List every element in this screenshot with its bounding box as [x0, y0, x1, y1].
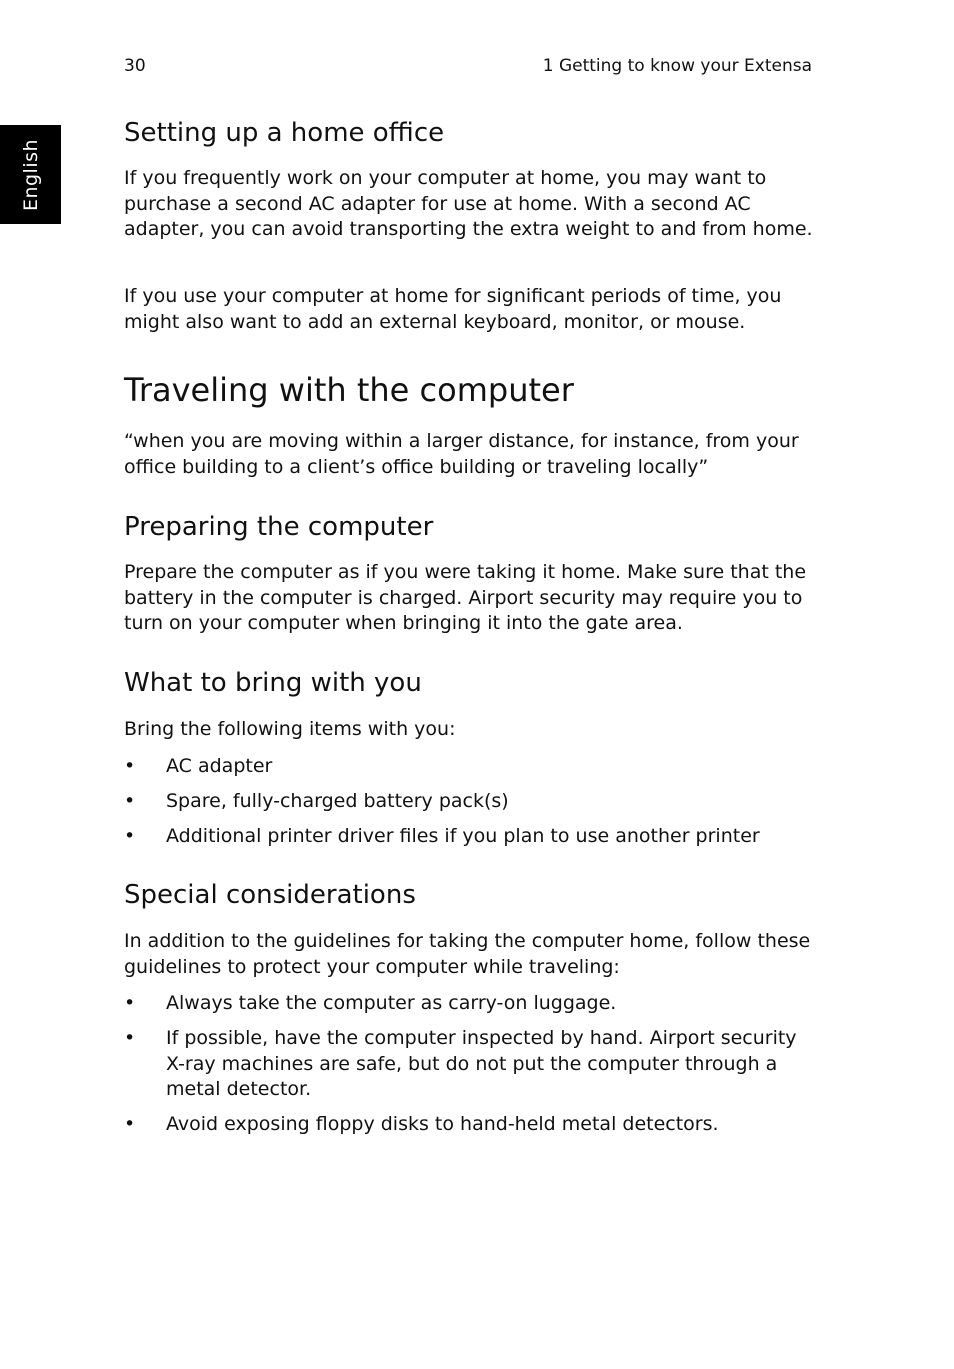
home-office-paragraph-2: If you use your computer at home for significant periods of time, you might also want to add an external keyboard, monitor, or mouse. [124, 285, 782, 333]
list-item-text: Always take the computer as carry-on luggage. [166, 992, 617, 1014]
list-item [124, 789, 814, 815]
list-item [124, 1112, 814, 1138]
special-intro: In addition to the guidelines for taking the computer home, follow these guidelines to protect your computer while traveling: [124, 930, 811, 978]
special-list [124, 991, 814, 1138]
list-item [124, 824, 814, 850]
list-item-text: If possible, have the computer inspected by hand. Airport security X-ray machines are safe, but do not put the computer through a metal detector. [166, 1027, 797, 1100]
bullet-icon: • [124, 1113, 136, 1135]
heading-traveling: Traveling with the computer [124, 371, 574, 409]
bullet-icon: • [124, 755, 136, 777]
language-side-tab [0, 125, 61, 224]
heading-what-to-bring: What to bring with you [124, 668, 422, 698]
running-head: 1 Getting to know your Extensa [542, 56, 812, 76]
bullet-icon: • [124, 790, 136, 812]
bullet-icon: • [124, 825, 136, 847]
heading-preparing: Preparing the computer [124, 512, 434, 542]
what-to-bring-list [124, 754, 814, 850]
page-header [124, 56, 812, 80]
page-number: 30 [124, 56, 146, 76]
home-office-paragraph-1: If you frequently work on your computer at home, you may want to purchase a second AC adapter for use at home. With a second AC adapter, you can avoid transporting the extra weight to and from home. [124, 167, 813, 240]
list-item-text: Avoid exposing floppy disks to hand-held metal detectors. [166, 1113, 719, 1135]
bullet-icon: • [124, 992, 136, 1014]
language-side-tab-label: English [19, 138, 42, 211]
preparing-paragraph: Prepare the computer as if you were taking it home. Make sure that the battery in the computer is charged. Airport security may require you to turn on your computer when bringing it into the gate area. [124, 561, 807, 634]
traveling-quote: “when you are moving within a larger distance, for instance, from your office building to a client’s office building or traveling locally” [124, 430, 799, 478]
list-item [124, 754, 814, 780]
bullet-icon: • [124, 1027, 136, 1049]
list-item-text: AC adapter [166, 755, 273, 777]
list-item-text: Additional printer driver files if you plan to use another printer [166, 825, 760, 847]
what-to-bring-intro: Bring the following items with you: [124, 718, 456, 740]
heading-home-office: Setting up a home office [124, 118, 445, 148]
list-item [124, 991, 814, 1017]
list-item [124, 1026, 814, 1103]
list-item-text: Spare, fully-charged battery pack(s) [166, 790, 509, 812]
heading-special: Special considerations [124, 880, 416, 910]
